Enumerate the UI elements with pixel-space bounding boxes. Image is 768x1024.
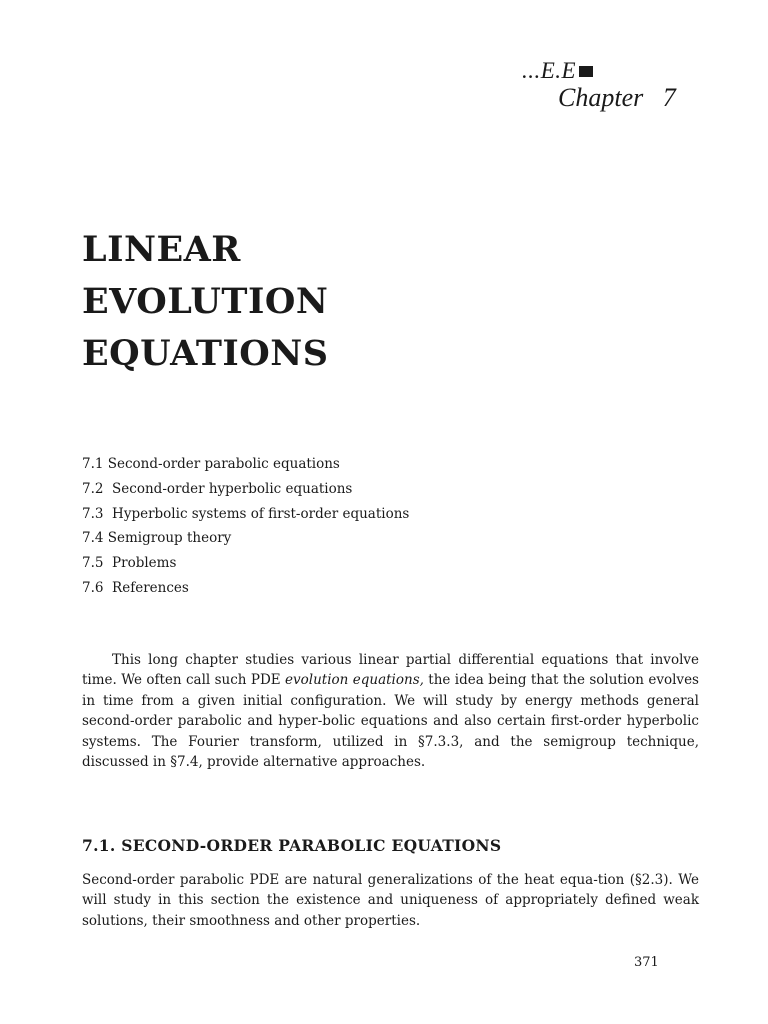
chapter-title-line: EQUATIONS [82,333,329,374]
toc-item: 7.1 Second-order parabolic equations [82,456,340,472]
square-marker-icon [579,66,593,77]
header-mark-text: ...E.E [522,58,577,83]
intro-paragraph [82,650,699,772]
toc-item: 7.3 Hyperbolic systems of first-order equations [82,505,410,522]
chapter-title [82,224,582,380]
running-header-mark [522,58,593,84]
toc-item: 7.5 Problems [82,555,177,572]
intro-emphasis: evolution equations, [285,672,424,689]
section-heading: 7.1. SECOND-ORDER PARABOLIC EQUATIONS [82,836,502,855]
intro-text-part1: This long chapter studies various linear partial differential equations that involve time. We often call such PDE [82,652,699,689]
chapter-contents [82,452,409,601]
toc-item: 7.6 References [82,579,189,596]
toc-item: 7.4 Semigroup theory [82,530,232,547]
chapter-title-line: EVOLUTION [82,281,329,322]
toc-item: 7.2 Second-order hyperbolic equations [82,480,353,497]
chapter-label: Chapter 7 [558,83,676,112]
page-number: 371 [634,955,659,970]
intro-text-part2: the idea being that the solution evolves in time from a given initial configuration. We will study by energy methods general second-order parabolic and hyper-bolic equations and also certain first-order hyperbolic systems. The Fourier transform, utilized in §7.3.3, and the semigroup technique, discussed in §7.4, provide alternative approaches. [82,672,699,771]
section-body: Second-order parabolic PDE are natural generalizations of the heat equa-tion (§2.3). We will study in this section the existence and uniqueness of appropriately defined weak solutions, their smoothness and other properties. [82,872,699,929]
chapter-title-line: LINEAR [82,229,241,270]
